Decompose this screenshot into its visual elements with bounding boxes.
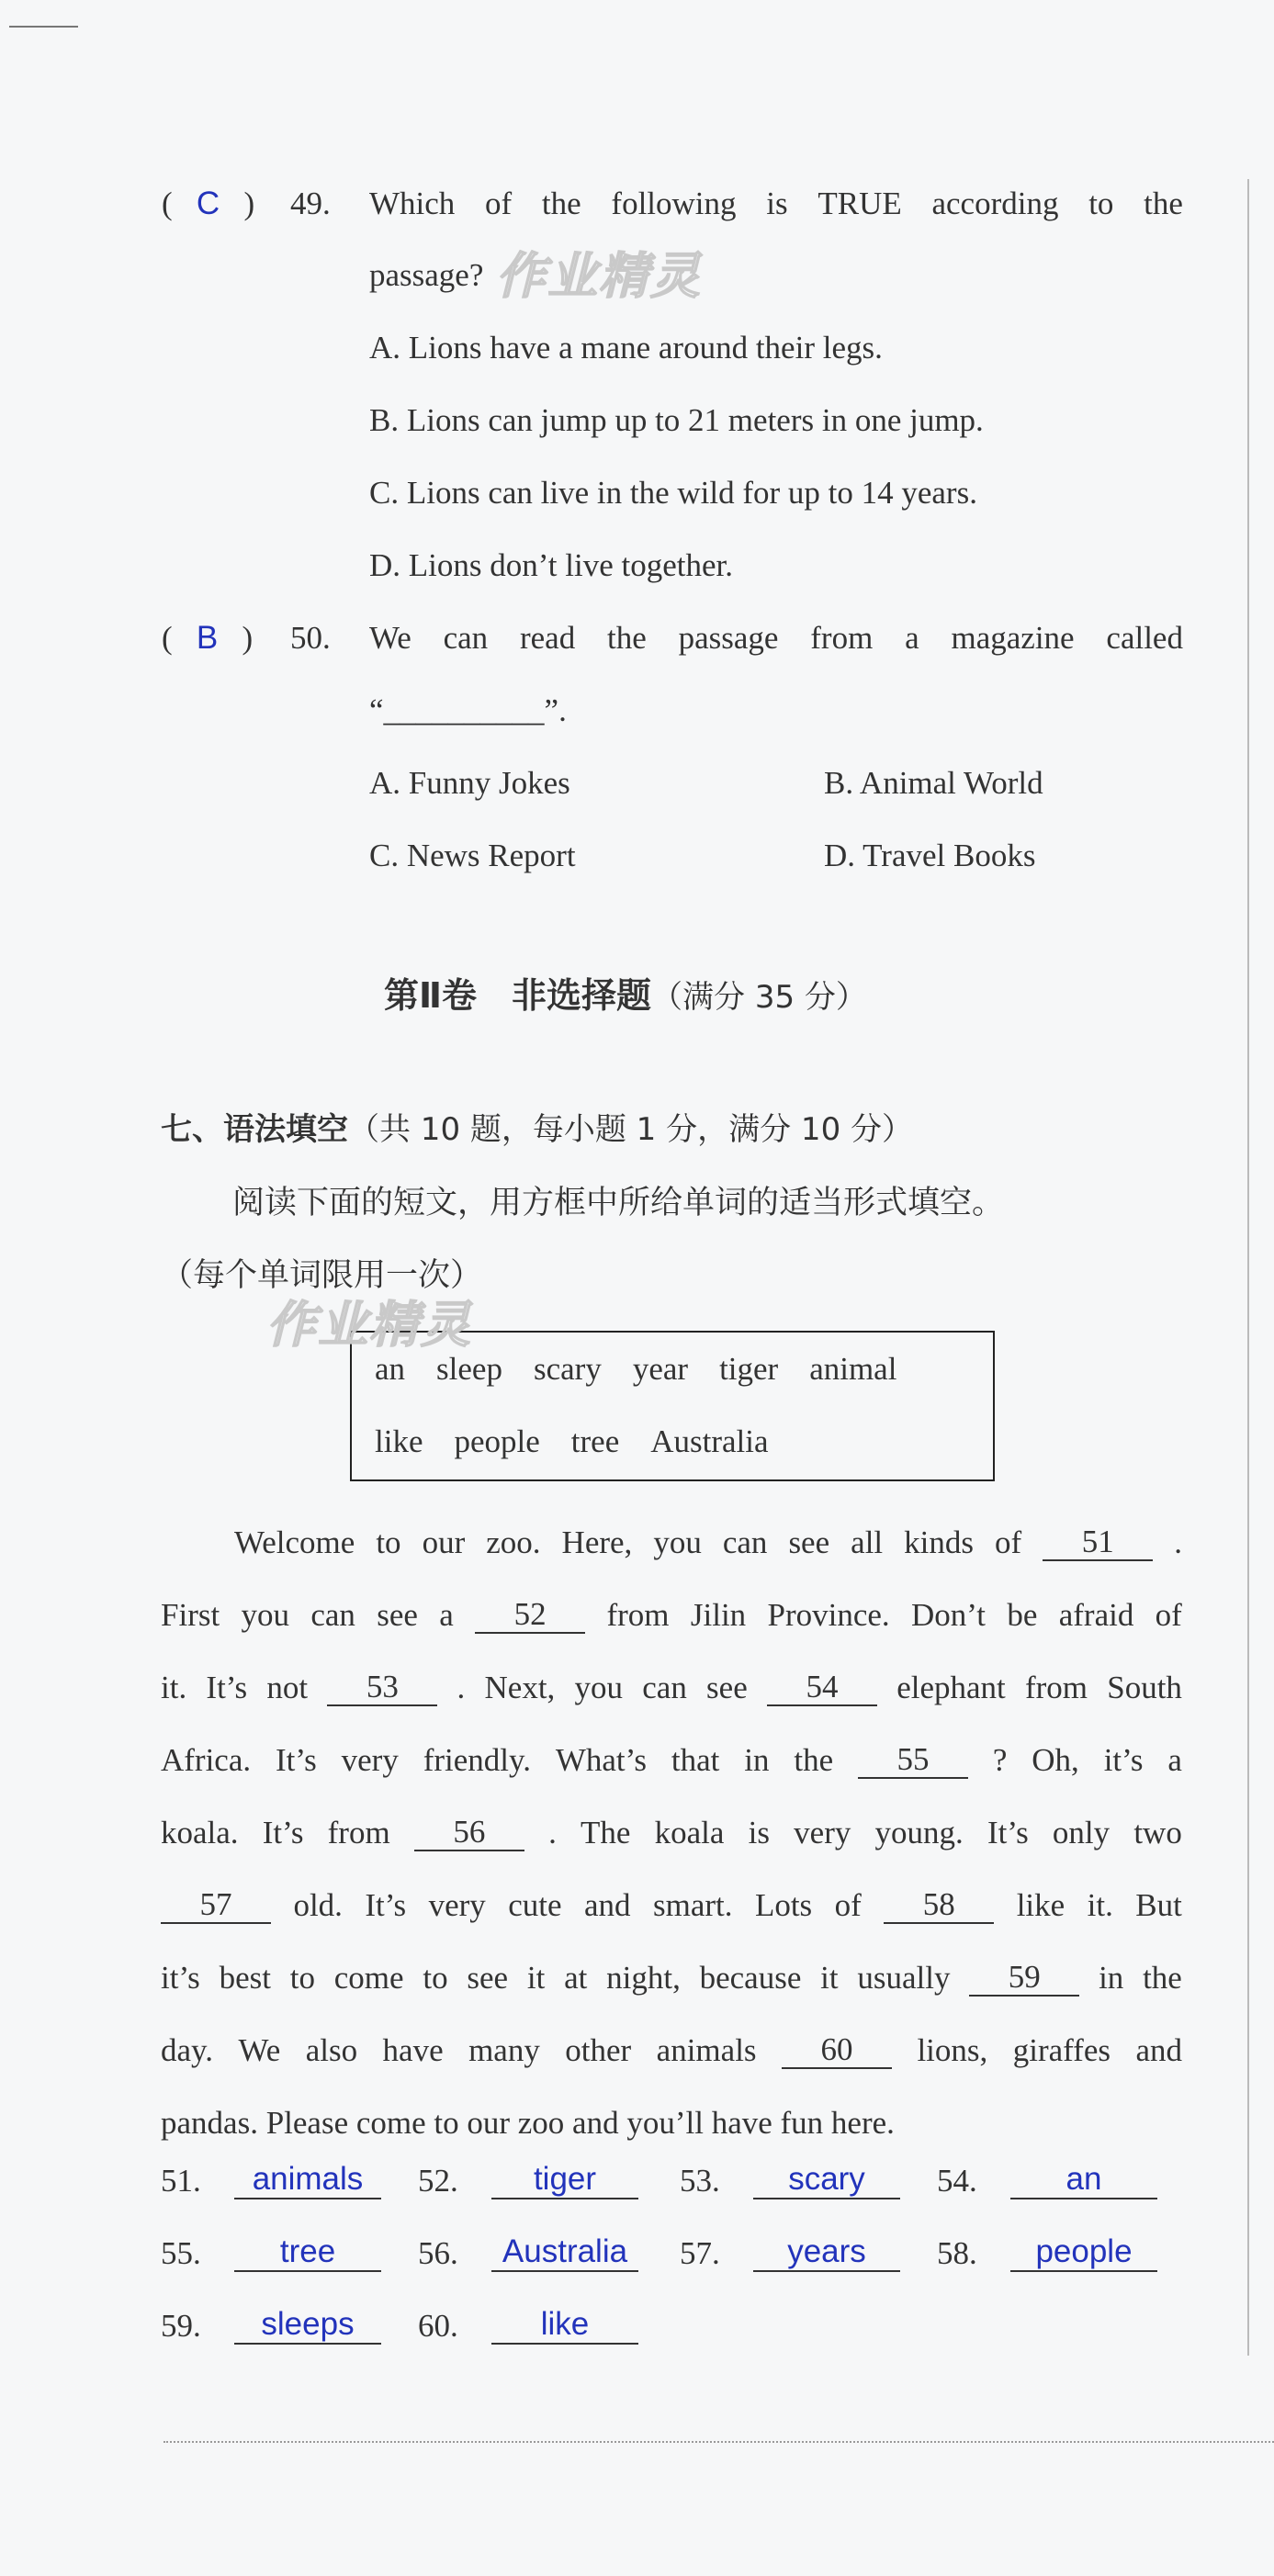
passage-line	[161, 1651, 1182, 1724]
word: and	[583, 1887, 631, 1923]
word: But	[1135, 1887, 1182, 1923]
word: is	[748, 1815, 770, 1850]
word: afraid	[1058, 1597, 1134, 1633]
word: can	[722, 1524, 768, 1560]
blank-60: 60	[782, 2032, 892, 2069]
word: like	[375, 1423, 423, 1459]
word: year	[632, 1351, 689, 1387]
word: people	[454, 1423, 540, 1459]
word: tree	[570, 1423, 620, 1459]
word: from	[1024, 1670, 1088, 1705]
word: can	[443, 620, 489, 656]
dotted-divider	[163, 2441, 1274, 2443]
word: see	[788, 1524, 830, 1560]
word: have	[382, 2032, 444, 2068]
word: it	[820, 1960, 839, 1996]
word: it’s	[161, 1960, 200, 1996]
blank-52: 52	[475, 1597, 585, 1634]
word: the	[1143, 1960, 1182, 1996]
word: We	[369, 620, 412, 656]
word: many	[468, 2032, 540, 2068]
word: the	[794, 1742, 834, 1778]
word: from	[606, 1597, 670, 1633]
word: called	[1106, 620, 1183, 656]
word: smart.	[652, 1887, 733, 1923]
word: our	[422, 1524, 466, 1560]
word: friendly.	[423, 1742, 531, 1778]
word: The	[581, 1815, 631, 1850]
word: it’s	[1103, 1742, 1144, 1778]
word: sleep	[436, 1351, 502, 1387]
word: from	[810, 620, 874, 656]
answer-52: 52. tiger	[418, 2161, 638, 2199]
word: ?	[992, 1742, 1008, 1778]
word: in	[1099, 1960, 1124, 1996]
passage-line	[161, 1941, 1182, 2014]
passage-line	[161, 1724, 1182, 1796]
word: other	[565, 2032, 632, 2068]
word: and	[1135, 2032, 1182, 2068]
q50-option-d: D. Travel Books	[824, 838, 1036, 873]
word: Lots	[754, 1887, 813, 1923]
word: elephant	[896, 1670, 1006, 1705]
word: South	[1107, 1670, 1182, 1705]
word: First	[161, 1597, 220, 1633]
q50-option-a: A. Funny Jokes	[369, 765, 570, 801]
word: only	[1052, 1815, 1111, 1850]
word: from	[327, 1815, 390, 1850]
blank-53: 53	[327, 1670, 437, 1706]
word: tiger	[719, 1351, 779, 1387]
q49-option-d: D. Lions don’t live together.	[369, 547, 733, 583]
word: usually	[857, 1960, 951, 1996]
word: because	[699, 1960, 802, 1996]
word: Next,	[484, 1670, 556, 1705]
q50-option-c: C. News Report	[369, 838, 576, 873]
word: not	[266, 1670, 309, 1705]
passage-line: pandas. Please come to our zoo and you’ll have fun here.	[161, 2105, 895, 2141]
watermark-logo: 作业精灵	[496, 247, 702, 305]
word: It’s	[262, 1815, 304, 1850]
q49-stem-line1	[369, 184, 1183, 224]
word: like	[1016, 1887, 1065, 1923]
part7-instruction-line1: 阅读下面的短文，用方框中所给单词的适当形式填空。	[232, 1185, 1005, 1221]
word-box-row1	[375, 1351, 896, 1388]
blank-55: 55	[858, 1742, 968, 1779]
blank-51: 51	[1043, 1524, 1153, 1561]
answer-55: 55. tree	[161, 2233, 381, 2272]
word: to	[423, 1960, 448, 1996]
word: day.	[161, 2032, 214, 2068]
section-subtitle: （满分 35 分）	[651, 979, 867, 1016]
word: very	[428, 1887, 486, 1923]
word: of	[834, 1887, 862, 1923]
word: very	[794, 1815, 851, 1850]
q49-paren: ( C )	[162, 186, 255, 221]
word: according	[931, 186, 1059, 221]
q49-stem-line2: passage?	[369, 257, 484, 293]
word: magazine	[951, 620, 1075, 656]
word: the	[1144, 186, 1183, 221]
word: Which	[369, 186, 456, 221]
word: two	[1133, 1815, 1182, 1850]
blank-59: 59	[969, 1960, 1079, 1997]
word: an	[375, 1351, 406, 1387]
q49-number: 49.	[290, 186, 331, 221]
answer-54: 54. an	[937, 2161, 1157, 2199]
word: .	[1174, 1524, 1182, 1560]
answer-60: 60. like	[418, 2306, 638, 2345]
passage-line	[161, 1579, 1182, 1651]
word: koala	[654, 1815, 725, 1850]
blank-54: 54	[767, 1670, 877, 1706]
word: at	[564, 1960, 588, 1996]
word: of	[485, 186, 513, 221]
word: passage	[678, 620, 779, 656]
word: kinds	[904, 1524, 975, 1560]
word: can	[310, 1597, 355, 1633]
word: Australia	[650, 1423, 769, 1459]
word: .	[457, 1670, 466, 1705]
word: What’s	[555, 1742, 647, 1778]
word: it.	[1087, 1887, 1113, 1923]
word: a	[439, 1597, 454, 1633]
word: animals	[656, 2032, 757, 2068]
passage	[161, 1506, 1182, 2159]
part7-instruction-line2: （每个单词限用一次）	[161, 1257, 483, 1294]
word: in	[744, 1742, 770, 1778]
passage-line	[161, 2014, 1182, 2087]
word: you	[574, 1670, 624, 1705]
word: best	[219, 1960, 271, 1996]
word: Don’t	[911, 1597, 987, 1633]
q50-answer: B	[196, 620, 219, 656]
word: see	[377, 1597, 418, 1633]
word: that	[671, 1742, 720, 1778]
word: you	[653, 1524, 702, 1560]
word: koala.	[161, 1815, 239, 1850]
word: old.	[293, 1887, 343, 1923]
word: animal	[809, 1351, 897, 1387]
word: the	[541, 186, 581, 221]
part7-heading: 七、语法填空（共 10 题，每小题 1 分，满分 10 分）	[161, 1111, 914, 1148]
section-title: 第Ⅱ卷 非选择题（满分 35 分）	[384, 975, 867, 1016]
q49-option-b: B. Lions can jump up to 21 meters in one jump.	[369, 402, 984, 438]
word: young.	[874, 1815, 964, 1850]
word: to	[289, 1960, 315, 1996]
word: Africa.	[161, 1742, 252, 1778]
word: It’s	[276, 1742, 317, 1778]
answer-53: 53. scary	[680, 2161, 900, 2199]
word: lions,	[917, 2032, 988, 2068]
top-rule	[9, 26, 78, 28]
word: zoo.	[486, 1524, 541, 1560]
word: It’s	[365, 1887, 407, 1923]
q49-option-a: A. Lions have a mane around their legs.	[369, 330, 883, 366]
word: see	[467, 1960, 509, 1996]
word: Welcome	[234, 1524, 355, 1560]
passage-line	[161, 1506, 1182, 1579]
answer-51: 51. animals	[161, 2161, 381, 2199]
word: .	[548, 1815, 557, 1850]
word: Province.	[767, 1597, 890, 1633]
word: a	[1167, 1742, 1182, 1778]
word: of	[995, 1524, 1022, 1560]
passage-line	[161, 1796, 1182, 1869]
word: the	[607, 620, 647, 656]
word: can	[642, 1670, 687, 1705]
word: scary	[533, 1351, 602, 1387]
answer-57: 57. years	[680, 2233, 900, 2272]
blank-57: 57	[161, 1887, 271, 1924]
word: Here,	[561, 1524, 633, 1560]
word: be	[1007, 1597, 1038, 1633]
word: following	[611, 186, 737, 221]
blank-56: 56	[414, 1815, 524, 1851]
q49-option-c: C. Lions can live in the wild for up to 14 years.	[369, 475, 977, 511]
word: to	[1088, 186, 1114, 221]
q50-option-b: B. Animal World	[824, 765, 1043, 801]
word: of	[1155, 1597, 1182, 1633]
word: We	[238, 2032, 281, 2068]
blank-58: 58	[884, 1887, 994, 1924]
passage-line	[161, 1869, 1182, 1941]
word: to	[376, 1524, 401, 1560]
q50-number: 50.	[290, 620, 331, 656]
word: read	[519, 620, 576, 656]
word: a	[905, 620, 919, 656]
word: very	[341, 1742, 399, 1778]
word: giraffes	[1012, 2032, 1111, 2068]
q50-stem-line2: “__________”.	[369, 692, 567, 728]
word: is	[766, 186, 788, 221]
word: come	[333, 1960, 404, 1996]
word: Jilin	[690, 1597, 747, 1633]
answer-56: 56. Australia	[418, 2233, 638, 2272]
word: see	[706, 1670, 748, 1705]
answer-58: 58. people	[937, 2233, 1157, 2272]
word-box-row2	[375, 1423, 769, 1460]
word: cute	[508, 1887, 562, 1923]
q50-paren: ( B )	[162, 620, 254, 656]
word: it.	[161, 1670, 187, 1705]
q49-answer: C	[196, 186, 220, 221]
word: TRUE	[817, 186, 902, 221]
word: it	[526, 1960, 546, 1996]
word: Oh,	[1032, 1742, 1079, 1778]
word: all	[851, 1524, 884, 1560]
right-margin-rule	[1247, 179, 1249, 2356]
watermark-logo: 作业精灵	[266, 1296, 472, 1354]
word: also	[305, 2032, 358, 2068]
answer-59: 59. sleeps	[161, 2306, 381, 2345]
word: night,	[606, 1960, 681, 1996]
word: you	[241, 1597, 290, 1633]
word: It’s	[987, 1815, 1029, 1850]
q50-stem-line1	[369, 618, 1183, 658]
word: It’s	[206, 1670, 248, 1705]
part7-heading-note: （共 10 题，每小题 1 分，满分 10 分）	[348, 1111, 914, 1148]
